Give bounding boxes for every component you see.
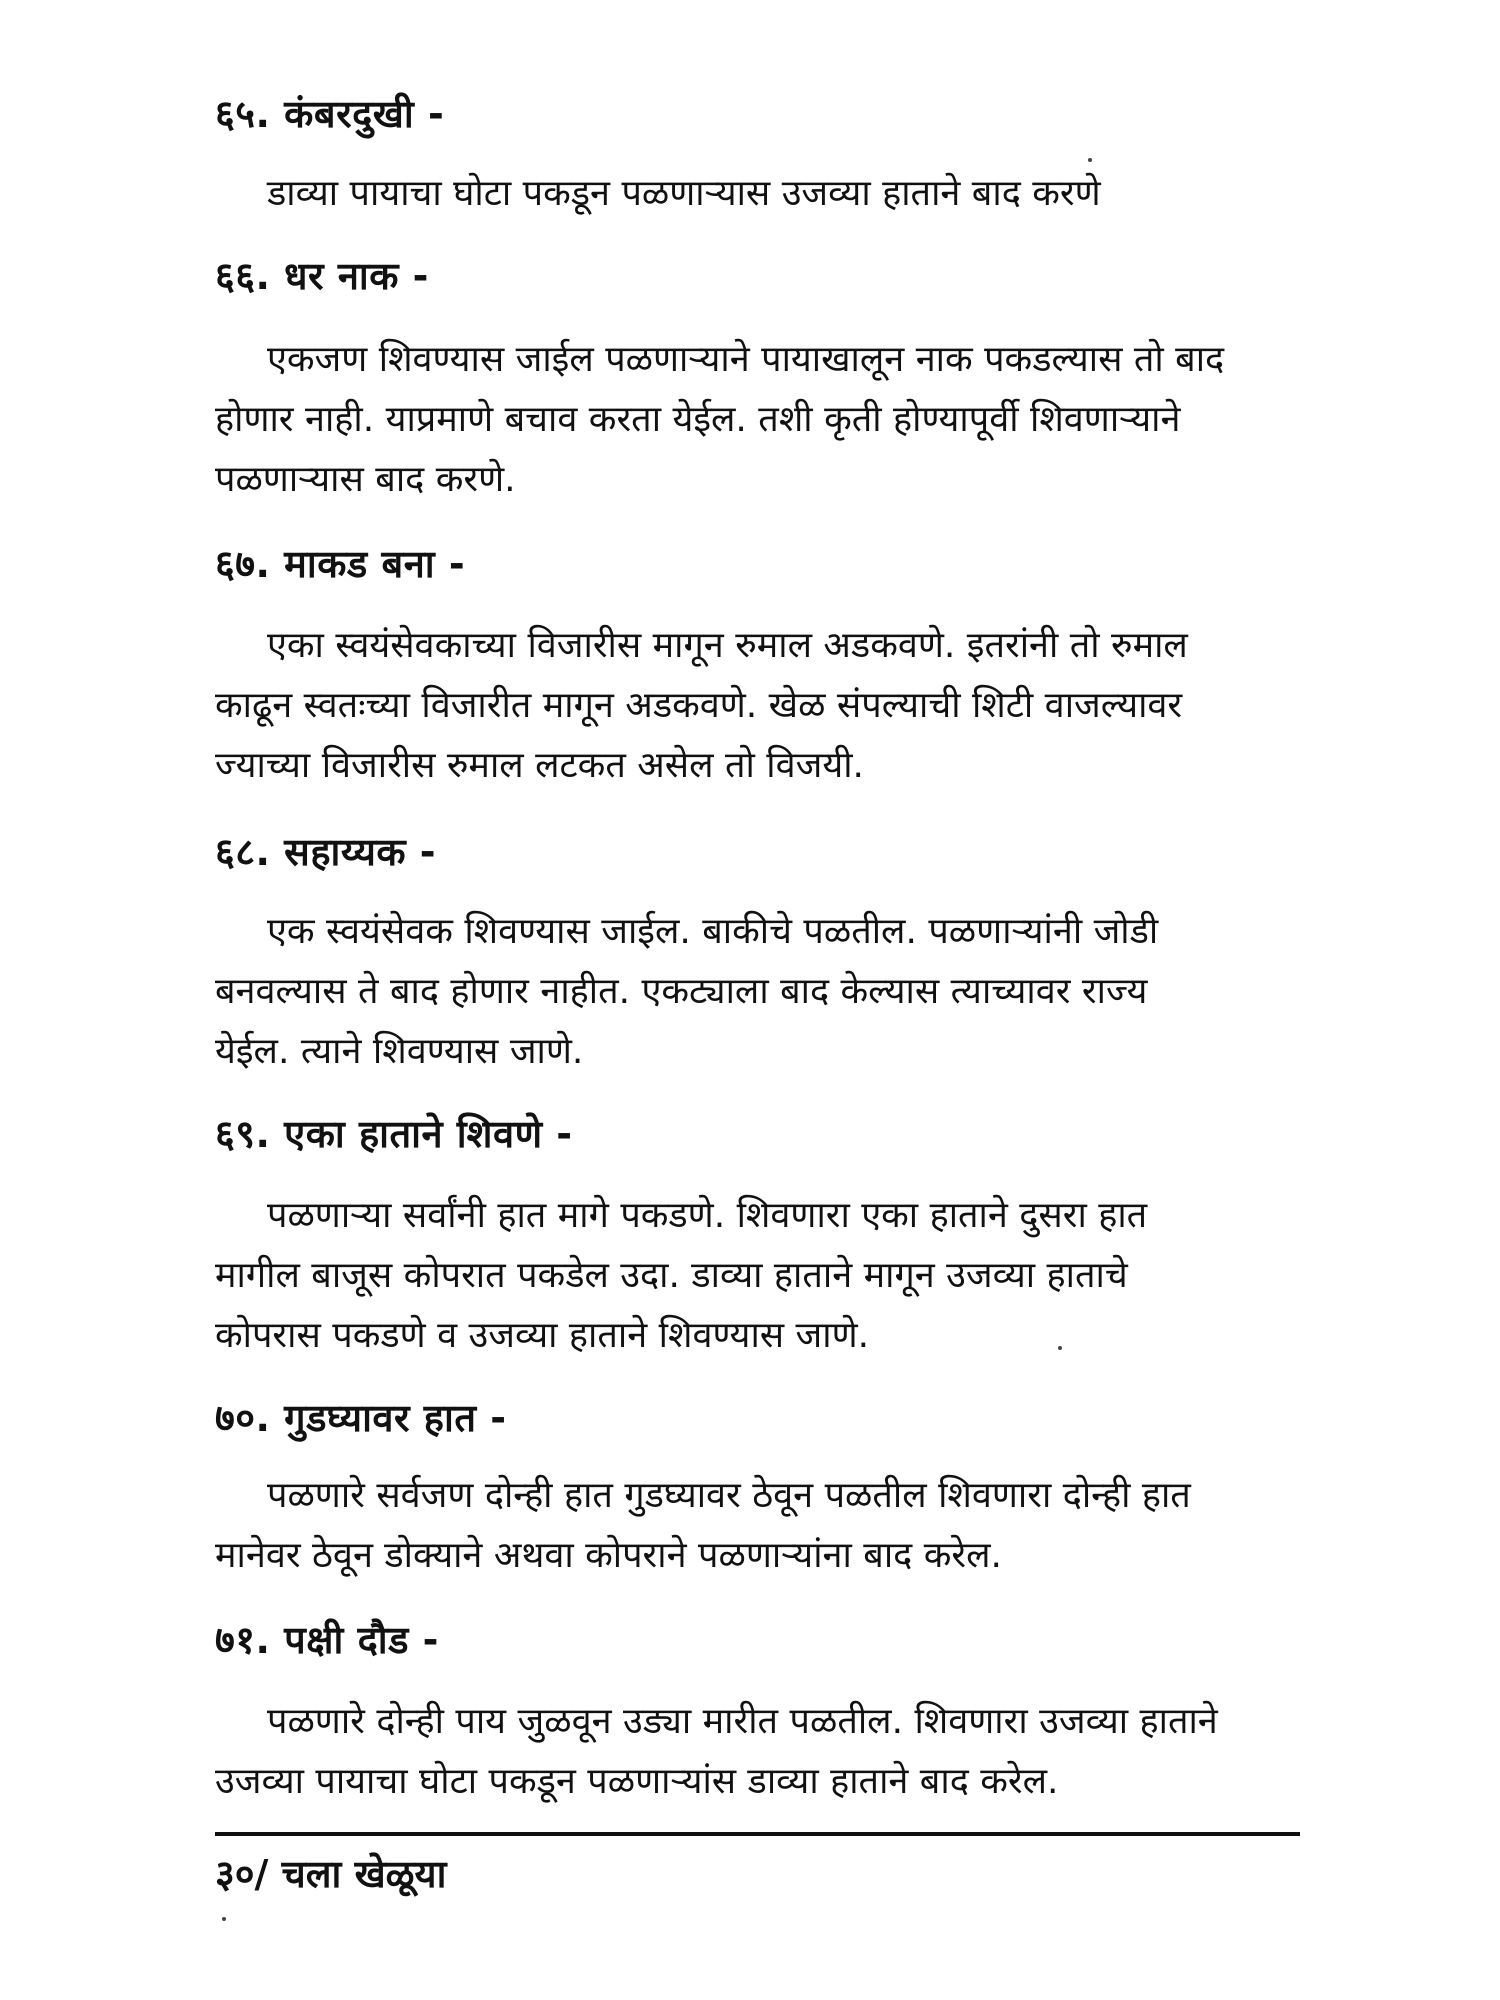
- description-line: होणार नाही. याप्रमाणे बचाव करता येईल. तशी कृती होण्यापूर्वी शिवणाऱ्याने: [215, 399, 1181, 440]
- scan-speck: [1088, 158, 1092, 162]
- entry-heading: ७१. पक्षी दौड -: [215, 1618, 439, 1662]
- entry-heading: ६७. माकड बना -: [215, 542, 466, 586]
- description-line: एक स्वयंसेवक शिवण्यास जाईल. बाकीचे पळतील. पळणाऱ्यांनी जोडी: [267, 911, 1159, 952]
- description-line: काढून स्वतःच्या विजारीत मागून अडकवणे. खेळ संपल्याची शिटी वाजल्यावर: [215, 685, 1183, 726]
- entry-description: [215, 164, 1300, 224]
- entry-description: [215, 616, 1300, 796]
- description-line: बनवल्यास ते बाद होणार नाहीत. एकट्याला बाद केल्यास त्याच्यावर राज्य: [215, 971, 1148, 1012]
- entry-description: [215, 1692, 1300, 1812]
- description-line: डाव्या पायाचा घोटा पकडून पळणाऱ्यास उजव्या हाताने बाद करणे: [267, 173, 1101, 214]
- entry-description: [215, 902, 1300, 1082]
- footer-rule: [215, 1832, 1300, 1836]
- entry-heading: ६६. धर नाक -: [215, 254, 429, 298]
- page-footer: ३०/ चला खेळूया: [215, 1852, 447, 1896]
- description-line: पळणाऱ्यास बाद करणे.: [215, 459, 516, 500]
- entry-description: [215, 1186, 1300, 1366]
- scan-speck: [222, 1917, 226, 1921]
- description-line: येईल. त्याने शिवण्यास जाणे.: [215, 1031, 584, 1072]
- description-line: एका स्वयंसेवकाच्या विजारीस मागून रुमाल अडकवणे. इतरांनी तो रुमाल: [267, 625, 1188, 666]
- description-line: एकजण शिवण्यास जाईल पळणाऱ्याने पायाखालून नाक पकडल्यास तो बाद: [267, 339, 1225, 380]
- entry-description: [215, 330, 1300, 510]
- scan-speck: [1058, 1346, 1062, 1350]
- description-line: मानेवर ठेवून डोक्याने अथवा कोपराने पळणाऱ्यांना बाद करेल.: [215, 1535, 1002, 1576]
- description-line: उजव्या पायाचा घोटा पकडून पळणाऱ्यांस डाव्या हाताने बाद करेल.: [215, 1761, 1059, 1802]
- entry-description: [215, 1466, 1300, 1586]
- description-line: पळणारे सर्वजण दोन्ही हात गुडघ्यावर ठेवून पळतील शिवणारा दोन्ही हात: [267, 1475, 1191, 1516]
- description-line: पळणाऱ्या सर्वांनी हात मागे पकडणे. शिवणारा एका हाताने दुसरा हात: [267, 1195, 1148, 1236]
- description-line: ज्याच्या विजारीस रुमाल लटकत असेल तो विजयी.: [215, 745, 864, 786]
- entry-heading: ६८. सहाय्यक -: [215, 830, 437, 874]
- description-line: कोपरास पकडणे व उजव्या हाताने शिवण्यास जाणे.: [215, 1315, 870, 1356]
- entry-heading: ६९. एका हाताने शिवणे -: [215, 1112, 573, 1156]
- description-line: मागील बाजूस कोपरात पकडेल उदा. डाव्या हाताने मागून उजव्या हाताचे: [215, 1255, 1128, 1296]
- description-line: पळणारे दोन्ही पाय जुळवून उड्या मारीत पळतील. शिवणारा उजव्या हाताने: [267, 1701, 1218, 1742]
- entry-heading: ६५. कंबरदुखी -: [215, 92, 445, 136]
- entry-heading: ७०. गुडघ्यावर हात -: [215, 1396, 507, 1440]
